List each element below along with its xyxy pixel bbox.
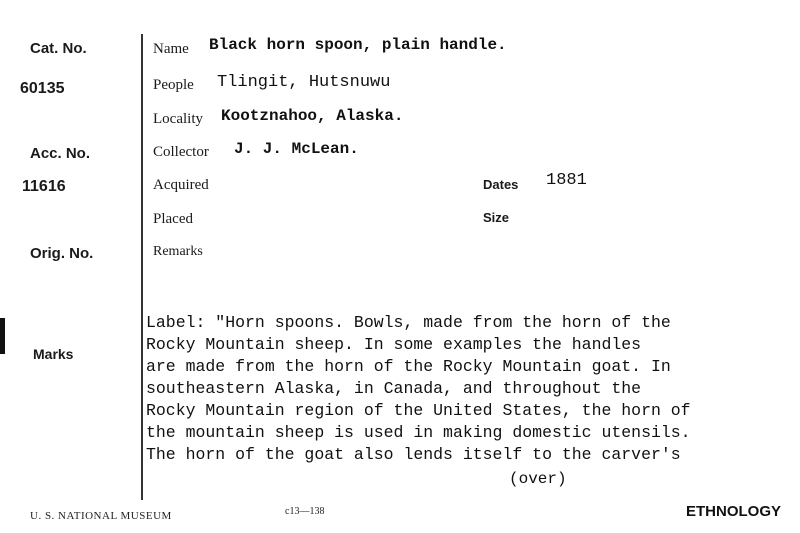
label-line-4: southeastern Alaska, in Canada, and throughout the <box>146 379 642 398</box>
people-value: Tlingit, Hutsnuwu <box>217 73 391 92</box>
label-line-7: The horn of the goat also lends itself to the carver's <box>146 445 681 464</box>
label-line-5: Rocky Mountain region of the United States, the horn of <box>146 401 691 420</box>
cat-no-value: 60135 <box>20 80 65 97</box>
form-number: c13—138 <box>285 506 325 517</box>
name-value: Black horn spoon, plain handle. <box>209 36 507 54</box>
acquired-label: Acquired <box>153 177 209 193</box>
collector-label: Collector <box>153 144 209 160</box>
label-line-6: the mountain sheep is used in making domestic utensils. <box>146 423 691 442</box>
museum-name: U. S. NATIONAL MUSEUM <box>30 510 172 522</box>
collector-value: J. J. McLean. <box>234 140 359 158</box>
scan-edge-mark <box>0 318 5 354</box>
label-line-3: are made from the horn of the Rocky Mountain goat. In <box>146 357 671 376</box>
over-note: (over) <box>509 470 567 488</box>
acc-no-label: Acc. No. <box>30 145 91 162</box>
acc-no-value: 11616 <box>22 178 66 195</box>
label-text-block <box>146 312 791 466</box>
locality-value: Kootznahoo, Alaska. <box>221 107 404 125</box>
column-divider <box>141 34 143 500</box>
dates-value: 1881 <box>546 171 587 190</box>
cat-no-label: Cat. No. <box>30 40 87 57</box>
size-label: Size <box>483 210 510 225</box>
label-line-1: Label: "Horn spoons. Bowls, made from the horn of the <box>146 313 671 332</box>
people-label: People <box>153 77 194 93</box>
orig-no-label: Orig. No. <box>30 245 94 262</box>
locality-label: Locality <box>153 111 203 127</box>
dates-label: Dates <box>483 177 519 192</box>
placed-label: Placed <box>153 211 193 227</box>
name-label: Name <box>153 41 189 57</box>
label-line-2: Rocky Mountain sheep. In some examples the handles <box>146 335 642 354</box>
marks-label: Marks <box>33 346 74 362</box>
department-name: ETHNOLOGY <box>686 503 782 520</box>
remarks-label: Remarks <box>153 244 203 259</box>
